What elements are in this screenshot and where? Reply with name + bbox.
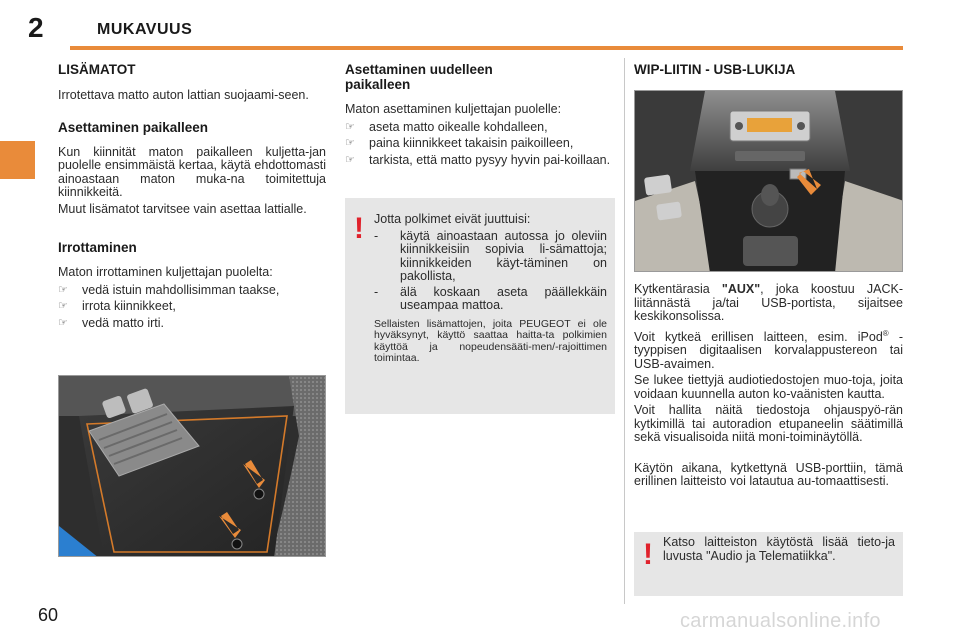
- audio-reference-warning-box: [634, 532, 903, 596]
- pointing-hand-icon: ☞: [58, 283, 68, 296]
- install-paragraph-1: Kun kiinnität maton paikalleen kuljetta-jan puolelle ensimmäistä kertaa, käytä ehdottomasti ainoastaan maton muka-na toimitettuja kiinnikkeitä.: [58, 144, 326, 199]
- usb-reader-text: [634, 283, 903, 489]
- reinstall-heading: Asettaminen uudelleen paikalleen: [345, 62, 493, 92]
- exclamation-icon: !: [354, 212, 364, 245]
- list-item: - älä koskaan aseta päällekkäin useampaa mattoa.: [374, 284, 607, 312]
- usb-paragraph-3: Se lukee tiettyjä audiotiedostojen muo-toja, joita voidaan kuunnella auton ko-vaänisten kautta.: [634, 373, 903, 401]
- floor-mat-photo: [58, 375, 326, 557]
- chapter-title: MUKAVUUS: [97, 21, 193, 38]
- watermark: carmanualsonline.info: [680, 610, 881, 632]
- chapter-number: 2: [28, 12, 44, 43]
- warning-intro: Jotta polkimet eivät juuttuisi:: [374, 212, 531, 226]
- usb-paragraph-5: Käytön aikana, kytkettynä USB-porttiin, tämä erillinen laitteisto voi latautua au-tomaattisesti.: [634, 460, 903, 489]
- usb-paragraph-1: Kytkentärasia "AUX", joka koostuu JACK-liitännästä ja/tai USB-portista, sijaitsee keskikonsolissa.: [634, 282, 903, 323]
- column-divider: [624, 58, 625, 604]
- column-reinstall: [345, 62, 615, 170]
- aux-label: "AUX": [721, 282, 761, 296]
- pointing-hand-icon: ☞: [58, 300, 68, 312]
- install-heading: Asettaminen paikalleen: [58, 119, 209, 135]
- column-floor-mats: [58, 62, 326, 333]
- chapter-side-tab: [0, 141, 35, 179]
- registered-mark: ®: [882, 328, 889, 338]
- exclamation-icon: !: [643, 538, 653, 571]
- list-item: ☞ vedä matto irti.: [58, 315, 164, 330]
- pointing-hand-icon: ☞: [345, 153, 355, 166]
- list-item: ☞ vedä istuin mahdollisimman taakse,: [58, 282, 280, 297]
- center-console-illustration: [635, 91, 903, 272]
- header-rule: [70, 46, 903, 50]
- usb-reader-heading: WIP-LIITIN - USB-LUKIJA: [634, 62, 796, 77]
- warning-note: Sellaisten lisämattojen, joita PEUGEOT ei ole hyväksynyt, käyttö saattaa haitta-ta polkimien käyttöä ja nopeudensääti-men/-rajoittimen toimintaa.: [374, 317, 607, 364]
- column-usb-reader: [634, 62, 904, 77]
- section-title-floor-mats: LISÄMATOT: [58, 62, 136, 77]
- list-item: ☞ paina kiinnikkeet takaisin paikoilleen,: [345, 136, 574, 150]
- page-number: 60: [38, 605, 59, 625]
- list-item: ☞ tarkista, että matto pysyy hyvin pai-koillaan.: [345, 152, 611, 167]
- pointing-hand-icon: ☞: [345, 120, 355, 133]
- pedal-warning-box: [345, 198, 615, 414]
- reinstall-steps: [345, 121, 615, 168]
- list-item: ☞ aseta matto oikealle kohdalleen,: [345, 119, 548, 134]
- usb-paragraph-2: Voit kytkeä erillisen laitteen, esim. iPod® -tyyppisen digitaalisen korvalappustereon tai USB-avaimen.: [634, 328, 904, 371]
- reinstall-intro: Maton asettaminen kuljettajan puolelle:: [345, 102, 562, 116]
- install-paragraph-2: Muut lisämatot tarvitsee vain asettaa lattialle.: [58, 201, 307, 216]
- remove-heading: Irrottaminen: [58, 240, 137, 255]
- warning-items: [374, 230, 607, 313]
- pointing-hand-icon: ☞: [345, 137, 355, 149]
- floor-mats-intro: Irrotettava matto auton lattian suojaami-seen.: [58, 88, 309, 102]
- center-console-photo: [634, 90, 903, 272]
- remove-intro: Maton irrottaminen kuljettajan puolelta:: [58, 265, 273, 279]
- remove-steps: [58, 284, 326, 331]
- list-item: - käytä ainoastaan autossa jo oleviin kiinnikkeisiin sopivia li-sämattoja; kiinnikkeiden käyt-täminen on pakollista,: [374, 228, 607, 283]
- usb-paragraph-4: Voit hallita näitä tiedostoja ohjauspyö-rän kytkimillä tai autoradion etupaneelin säätimillä sekä visualisoida niitä moni-toiminäytöllä.: [634, 403, 903, 445]
- pointing-hand-icon: ☞: [58, 316, 68, 329]
- list-item: ☞ irrota kiinnikkeet,: [58, 299, 176, 313]
- audio-reference-text: Katso laitteiston käytöstä lisää tieto-ja luvusta "Audio ja Telematiikka".: [663, 535, 895, 563]
- floor-mat-illustration: [59, 376, 326, 557]
